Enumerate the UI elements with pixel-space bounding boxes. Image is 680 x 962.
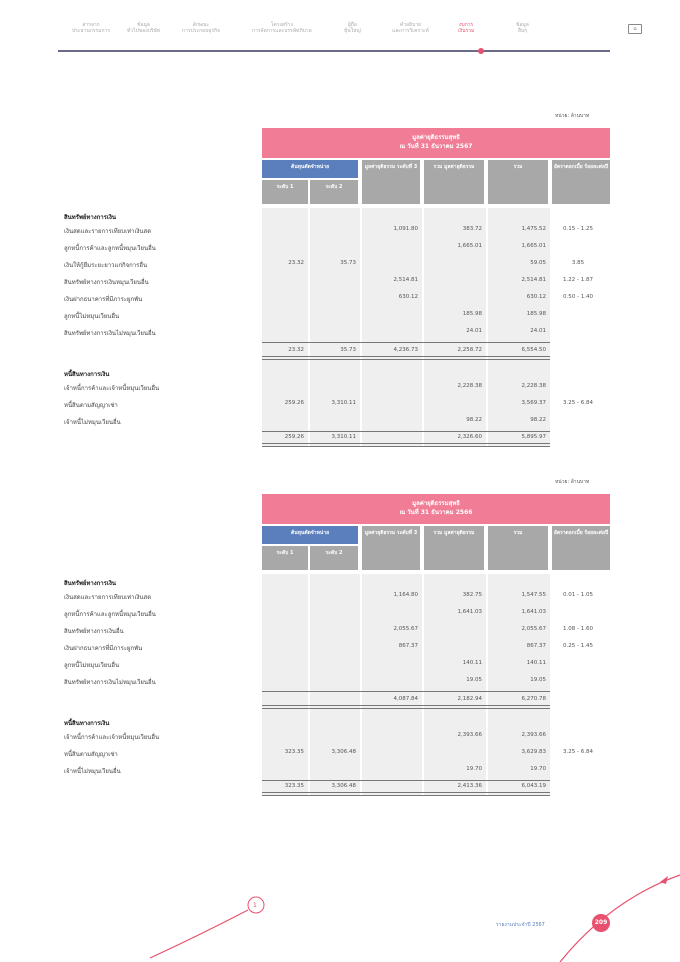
col-group-header: ต้นทุนตัดจำหน่าย [262,526,358,544]
asset-row-label: เงินให้กู้ยืมระยะยาวแก่กิจการอื่น [64,262,148,269]
asset-row-label: ลูกหนี้ไม่หมุนเวียนอื่น [64,662,120,669]
nav-item-line2: การประกอบธุรกิจ [182,28,220,34]
nav-item-line1: ข้อมูล [516,22,529,28]
unit-label: หน่วย: ล้านบาท [555,113,590,119]
asset-row-d: 185.98 [462,311,482,317]
assets-total-b: 35.73 [340,347,356,353]
liability-row-d: 98.22 [466,417,482,423]
col-level1-header: ระดับ 1 [262,180,308,204]
liability-row-rate: 3.25 - 6.84 [563,400,593,406]
liabilities-total-a: 323.35 [284,783,304,789]
liabilities-total-e: 6,043.19 [521,783,546,789]
section-number: 1 [253,902,257,909]
assets-total-c: 4,236.73 [393,347,418,353]
liability-row-label: เจ้าหนี้ไม่หมุนเวียนอื่น [64,419,121,426]
asset-row-e: 2,055.67 [521,626,546,632]
liability-row-e: 2,228.38 [521,383,546,389]
nav-item-line1: คำอธิบาย [399,22,421,28]
assets-section-title: สินทรัพย์ทางการเงิน [64,580,116,587]
asset-row-rate: 1.22 - 1.87 [563,277,593,283]
asset-row-rate: 0.25 - 1.45 [563,643,593,649]
asset-row-e: 1,665.01 [521,243,546,249]
col-level2-header: ระดับ 2 [310,546,358,570]
liability-row-e: 3,569.37 [521,400,546,406]
col-rate-header: อัตราดอกเบี้ย ร้อยละต่อปี [552,160,610,204]
page-number: 209 [592,914,610,932]
asset-row-label: สินทรัพย์ทางการเงินไม่หมุนเวียนอื่น [64,679,156,686]
liability-row-a: 259.26 [284,400,304,406]
asset-row-d: 24.01 [466,328,482,334]
asset-row-label: เงินฝากธนาคารที่มีภาระผูกพัน [64,296,143,303]
liability-row-b: 3,306.48 [331,749,356,755]
liabilities-total-e: 5,895.97 [521,434,546,440]
asset-row-label: เงินฝากธนาคารที่มีภาระผูกพัน [64,645,143,652]
asset-row-c: 2,514.81 [393,277,418,283]
asset-row-e: 1,475.52 [521,226,546,232]
nav-item-line1: งบการ [459,22,474,28]
asset-row-label: ลูกหนี้การค้าและลูกหนี้หมุนเวียนอื่น [64,245,156,252]
liabilities-total-d: 2,326.60 [457,434,482,440]
asset-row-e: 1,641.03 [521,609,546,615]
nav-item-line1: ลักษณะ [192,22,210,28]
nav-item-line2: ประธานกรรมการ [72,28,111,34]
unit-label: หน่วย: ล้านบาท [555,479,590,485]
nav-item-line2: การจัดการและบรรษัทภิบาล [252,28,312,34]
asset-row-label: สินทรัพย์ทางการเงินหมุนเวียนอื่น [64,279,149,286]
asset-row-a: 23.32 [288,260,304,266]
assets-total-d: 2,258.72 [457,347,482,353]
footer-report-title: รายงานประจำปี 2567 [496,922,545,928]
asset-row-label: เงินสดและรายการเทียบเท่าเงินสด [64,594,152,601]
col-level2-header: ระดับ 2 [310,180,358,204]
nav-item-line1: สารจาก [82,22,100,28]
assets-total-a: 23.32 [288,347,304,353]
asset-row-b: 35.73 [340,260,356,266]
nav-item-line2: อื่นๆ [517,28,527,34]
nav-item-line2: หุ้นใหญ่ [344,28,361,34]
liability-row-a: 323.35 [284,749,304,755]
liability-row-label: เจ้าหนี้การค้าและเจ้าหนี้หมุนเวียนอื่น [64,734,160,741]
asset-row-label: ลูกหนี้การค้าและลูกหนี้หมุนเวียนอื่น [64,611,156,618]
liability-row-e: 19.70 [530,766,546,772]
asset-row-e: 140.11 [526,660,546,666]
asset-row-c: 1,091.80 [393,226,418,232]
liability-row-e: 2,393.66 [521,732,546,738]
col-sum-header: รวม [488,160,548,204]
asset-row-c: 630.12 [398,294,418,300]
assets-total-e: 6,554.50 [521,347,546,353]
nav-item-line2: ทั่วไปของบริษัท [127,28,161,34]
asset-row-e: 59.05 [530,260,546,266]
asset-row-label: เงินสดและรายการเทียบเท่าเงินสด [64,228,152,235]
liability-row-label: เจ้าหนี้การค้าและเจ้าหนี้หมุนเวียนอื่น [64,385,160,392]
liability-row-label: เจ้าหนี้ไม่หมุนเวียนอื่น [64,768,121,775]
asset-row-c: 867.37 [398,643,418,649]
asset-row-e: 19.05 [530,677,546,683]
asset-row-d: 383.72 [462,226,482,232]
liability-row-rate: 3.25 - 6.84 [563,749,593,755]
liability-row-b: 3,310.11 [331,400,356,406]
liability-row-e: 3,629.83 [521,749,546,755]
asset-row-d: 382.75 [462,592,482,598]
asset-row-c: 2,055.67 [393,626,418,632]
header-line1: มูลค่ายุติธรรมสุทธิ [412,134,460,141]
liability-row-d: 2,393.66 [457,732,482,738]
liabilities-total-b: 3,306.48 [331,783,356,789]
liabilities-total-d: 2,413.36 [457,783,482,789]
nav-item-line2: และการวิเคราะห์ [392,28,429,34]
asset-row-e: 630.12 [526,294,546,300]
asset-row-e: 1,547.55 [521,592,546,598]
assets-section-title: สินทรัพย์ทางการเงิน [64,214,116,221]
asset-row-rate: 1.08 - 1.60 [563,626,593,632]
liability-row-d: 2,228.38 [457,383,482,389]
liability-row-label: หนี้สินตามสัญญาเช่า [64,751,118,758]
nav-item-line1: โครงสร้าง [270,22,293,28]
nav-item-line2: เงินรวม [458,28,475,34]
assets-total-c: 4,087.84 [393,696,418,702]
asset-row-e: 867.37 [526,643,546,649]
col-level1-header: ระดับ 1 [262,546,308,570]
col-total-fair-header: รวม มูลค่ายุติธรรม [424,160,484,204]
asset-row-d: 19.05 [466,677,482,683]
home-icon[interactable]: ⌂ [628,24,642,34]
asset-row-c: 1,164.80 [393,592,418,598]
liability-row-label: หนี้สินตามสัญญาเช่า [64,402,118,409]
nav-item-line1: ผู้ถือ [347,22,357,28]
header-line2: ณ วันที่ 31 ธันวาคม 2566 [399,509,473,516]
liabilities-total-b: 3,310.11 [331,434,356,440]
col-sum-header: รวม [488,526,548,570]
asset-row-rate: 0.50 - 1.40 [563,294,593,300]
header-line1: มูลค่ายุติธรรมสุทธิ [412,500,460,507]
liabilities-section-title: หนี้สินทางการเงิน [64,720,110,727]
liabilities-section-title: หนี้สินทางการเงิน [64,371,110,378]
asset-row-label: สินทรัพย์ทางการเงินอื่น [64,628,124,635]
header-line2: ณ วันที่ 31 ธันวาคม 2567 [399,143,473,150]
asset-row-rate: 0.15 - 1.25 [563,226,593,232]
asset-row-rate: 0.01 - 1.05 [563,592,593,598]
asset-row-rate: 3.85 [571,260,585,266]
asset-row-e: 185.98 [526,311,546,317]
col-level3-header: มูลค่ายุติธรรม ระดับที่ 3 [362,160,420,204]
liabilities-total-a: 259.26 [284,434,304,440]
liability-row-d: 19.70 [466,766,482,772]
col-total-fair-header: รวม มูลค่ายุติธรรม [424,526,484,570]
col-rate-header: อัตราดอกเบี้ย ร้อยละต่อปี [552,526,610,570]
asset-row-label: สินทรัพย์ทางการเงินไม่หมุนเวียนอื่น [64,330,156,337]
assets-total-e: 6,270.78 [521,696,546,702]
asset-row-e: 2,514.81 [521,277,546,283]
liability-row-e: 98.22 [530,417,546,423]
assets-total-d: 2,182.94 [457,696,482,702]
col-level3-header: มูลค่ายุติธรรม ระดับที่ 3 [362,526,420,570]
asset-row-label: ลูกหนี้ไม่หมุนเวียนอื่น [64,313,120,320]
nav-item-line1: ข้อมูล [137,22,150,28]
asset-row-d: 1,641.03 [457,609,482,615]
asset-row-d: 1,665.01 [457,243,482,249]
col-group-header: ต้นทุนตัดจำหน่าย [262,160,358,178]
asset-row-d: 140.11 [462,660,482,666]
asset-row-e: 24.01 [530,328,546,334]
